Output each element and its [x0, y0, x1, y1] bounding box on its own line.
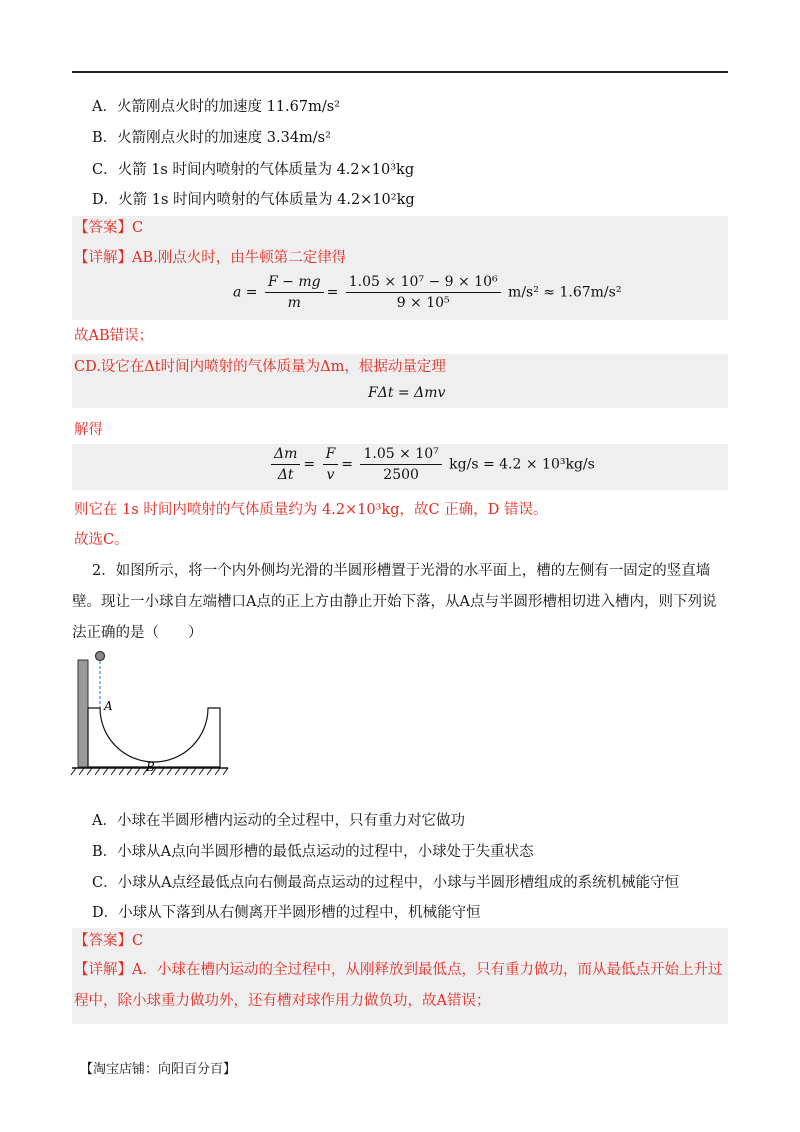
equation-1: a = $\frac{F - mg}{m}$ = $\frac{\text{1.05 × 10⁷ − 9 × 10⁶}}{\text{9 × 10⁵}}$ m/s² ≈ 1.67m/s²: [233, 274, 622, 311]
q1-option-a: A．火箭刚点火时的加速度 11.67m/s²: [92, 99, 340, 115]
q2-option-c: C．小球从A点经最低点向右侧最高点运动的过程中，小球与半圆形槽组成的系统机械能守恒: [92, 875, 680, 891]
q1-conclusion: 则它在 1s 时间内喷射的气体质量约为 4.2×10³kg，故C 正确，D 错误。: [74, 502, 548, 518]
q1-option-c: C．火箭 1s 时间内喷射的气体质量为 4.2×10³kg: [92, 162, 415, 178]
q1-detail-intro: 【详解】AB.刚点火时，由牛顿第二定律得: [74, 250, 347, 266]
equation-3: $\frac{\Delta m}{\Delta t}$ = $\frac{F}{v}$ = $\frac{\text{1.05 × 10⁷}}{2500}$ kg/s = 4.2 × 10³kg/s: [268, 446, 595, 483]
q1-solve: 解得: [74, 422, 103, 438]
q2-stem: 2．如图所示，将一个内外侧均光滑的半圆形槽置于光滑的水平面上，槽的左侧有一固定的竖直墙壁。现让一小球自左端槽口A点的正上方由静止开始下落，从A点与半圆形槽相切进入槽内，则下列说法正确的是（ ）: [72, 563, 717, 641]
q2-option-d: D．小球从下落到从右侧离开半圆形槽的过程中，机械能守恒: [92, 905, 481, 921]
q1-choose: 故选C。: [74, 532, 129, 548]
eq1-rhs: m/s² ≈ 1.67m/s²: [508, 284, 622, 301]
q1-ab-wrong: 故AB错误；: [74, 328, 154, 344]
label-a: A: [104, 699, 113, 713]
eq1-f1-den: m: [287, 295, 301, 311]
eq3-f3-num: 1.05 × 10⁷: [360, 446, 441, 465]
header-rule: [72, 71, 728, 73]
eq1-f1-num: F − mg: [267, 274, 321, 290]
q2-answer: 【答案】C: [74, 933, 144, 949]
semicircular-trough: [88, 708, 220, 767]
eq1-f2-num: 1.05 × 10⁷ − 9 × 10⁶: [346, 274, 501, 293]
q2-option-a: A．小球在半圆形槽内运动的全过程中，只有重力对它做功: [92, 813, 465, 829]
footer-shop: 【淘宝店铺：向阳百分百】: [80, 1062, 237, 1077]
wall: [78, 660, 88, 767]
eq3-f3-den: 2500: [383, 467, 419, 483]
q1-option-b: B．火箭刚点火时的加速度 3.34m/s²: [92, 130, 331, 146]
eq3-f1-num: Δm: [274, 446, 298, 462]
label-b: B: [146, 760, 155, 774]
q1-answer: 【答案】C: [74, 220, 144, 236]
equation-2: FΔt = Δmv: [368, 385, 446, 401]
eq3-f2-den: v: [326, 467, 335, 483]
q2-option-b: B．小球从A点向半圆形槽的最低点运动的过程中，小球处于失重状态: [92, 844, 534, 860]
eq1-f2-den: 9 × 10⁵: [396, 295, 450, 311]
ball: [96, 652, 105, 661]
q2-diagram: [66, 644, 236, 778]
q1-option-d: D．火箭 1s 时间内喷射的气体质量为 4.2×10²kg: [92, 192, 415, 208]
eq3-f2-num: F: [325, 446, 336, 462]
eq3-rhs: kg/s = 4.2 × 10³kg/s: [449, 456, 595, 473]
eq1-lhs: a =: [233, 284, 258, 301]
q1-cd-intro: CD.设它在Δt时间内喷射的气体质量为Δm，根据动量定理: [74, 359, 446, 375]
eq3-f1-den: Δt: [277, 467, 294, 483]
q2-detail: 【详解】A．小球在槽内运动的全过程中，从刚释放到最低点，只有重力做功，而从最低点开始上升过程中，除小球重力做功外，还有槽对球作用力做负功，故A错误；: [74, 962, 723, 1009]
